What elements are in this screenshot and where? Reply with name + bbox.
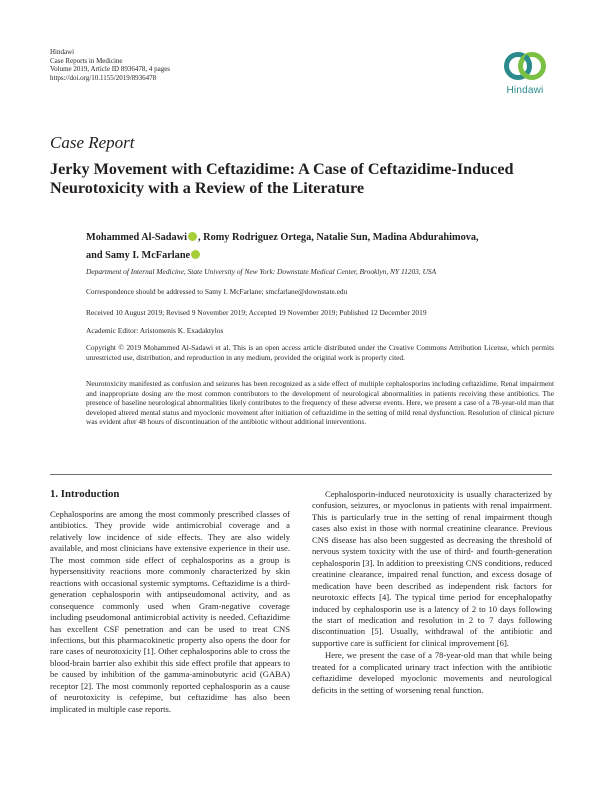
- section-divider: [50, 474, 552, 475]
- body-paragraph: Here, we present the case of a 78-year-old man that while being treated for a complicated urinary tract infection with the antibiotic ceftazidime developed myoclonic movements and neurological deficits in the setting of worsening renal function.: [312, 650, 552, 695]
- author-others: , Romy Rodriguez Ortega, Natalie Sun, Madina Abdurahimova,: [197, 232, 479, 243]
- publisher-name: Hindawi: [50, 48, 75, 56]
- author-list: [86, 229, 554, 265]
- affiliation: Department of Internal Medicine, State University of New York: Downstate Medical Center, Brooklyn, NY 11203, USA: [86, 267, 437, 276]
- section-heading: 1. Introduction: [50, 488, 120, 500]
- orcid-icon[interactable]: [191, 250, 200, 259]
- journal-name: Case Reports in Medicine: [50, 56, 123, 65]
- abstract: Neurotoxicity manifested as confusion and seizures has been recognized as a side effect of multiple cephalosporins including ceftazidime. Renal impairment and inappropriate dosing are the most common contributors to the development of neurological abnormalities in patients receiving these antibiotics. The presence of baseline neurological abnormalities likely contributes to the frequency of these adverse events. Here, we present a case of a 78-year-old man that developed altered mental status and myoclonic movement after initiation of ceftazidime in the setting of mild renal dysfunction. Resolution of clinical picture was evident after 48 hours of discontinuation of the antibiotic without additional interventions.: [86, 379, 554, 427]
- logo-wordmark: Hindawi: [506, 85, 544, 96]
- correspondence: Correspondence should be addressed to Samy I. McFarlane; smcfarlane@downstate.edu: [86, 287, 348, 296]
- article-dates: Received 10 August 2019; Revised 9 November 2019; Accepted 19 November 2019; Published 12 December 2019: [86, 308, 427, 317]
- orcid-icon[interactable]: [188, 232, 197, 241]
- author-last: and Samy I. McFarlane: [86, 250, 191, 261]
- article-title: Jerky Movement with Ceftazidime: A Case of Ceftazidime-Induced Neurotoxicity with a Review of the Literature: [50, 160, 514, 197]
- hindawi-logo-icon: [503, 48, 547, 84]
- author-first: Mohammed Al-Sadawi: [86, 232, 187, 243]
- body-paragraph: Cephalosporin-induced neurotoxicity is usually characterized by confusion, seizures, or myoclonus in patients with renal impairment. This is particularly true in the setting of renal impairment though cases also exist in those with normal creatinine clearance. Previous CNS disease has also been suggested as decreasing the threshold of nervous system toxicity with the use of third- and fourth-generation cephalosporin [3]. In addition to preexisting CNS conditions, reduced creatinine clearance, impaired renal function, and excess dosage of medication have been described as independent risk factors for neurotoxic effects [4]. The typical time period for encephalopathy induced by cephalosporin use is a latency of 2 to 10 days following the start of medication and resolution in 2 to 7 days following discontinuation [5]. Usually, withdrawal of the antibiotic and supportive care is sufficient for clinical improvement [6].: [312, 489, 552, 648]
- doi-link[interactable]: https://doi.org/10.1155/2019/8936478: [50, 73, 157, 82]
- hindawi-logo: [498, 48, 552, 96]
- copyright-notice: Copyright © 2019 Mohammed Al-Sadawi et al. This is an open access article distributed under the Creative Commons Attribution License, which permits unrestricted use, distribution, and reproduction in any medium, provided the original work is properly cited.: [86, 343, 554, 362]
- right-column: [312, 489, 552, 696]
- left-column: [50, 509, 290, 715]
- intro-paragraph: Cephalosporins are among the most commonly prescribed classes of antibiotics. They provide wide antimicrobial coverage and a relatively low incidence of side effects. They are also widely available, and most clinicians have extensive experience in their use. The most common side effect of cephalosporins as a group is hypersensitivity reactions more commonly characterized by skin reactions with occasional systemic symptoms. Ceftazidime is a third-generation cephalosporin with antipseudomonal activity, and as consequence commonly used when Gram-negative coverage including pseudomonal antimicrobial activity is needed. Ceftazidime has excellent CSF penetration and can be used to treat CNS infections, but this pharmacokinetic property also opens the door for rare cases of neurotoxicity [1]. Other cephalosporins able to cross the blood-brain barrier also exhibit this side effect profile that appears to be caused by inhibition of the gamma-aminobutyric acid (GABA) receptor [2]. The most commonly reported cephalosporin as a cause of neurotoxicity is cefepime, but ceftazidime has also been implicated in multiple case reports.: [50, 509, 290, 714]
- volume-info: Volume 2019, Article ID 8936478, 4 pages: [50, 65, 171, 74]
- academic-editor: Academic Editor: Aristomenis K. Exadaktylos: [86, 326, 224, 335]
- article-type: Case Report: [50, 133, 135, 152]
- journal-metadata: [50, 48, 170, 82]
